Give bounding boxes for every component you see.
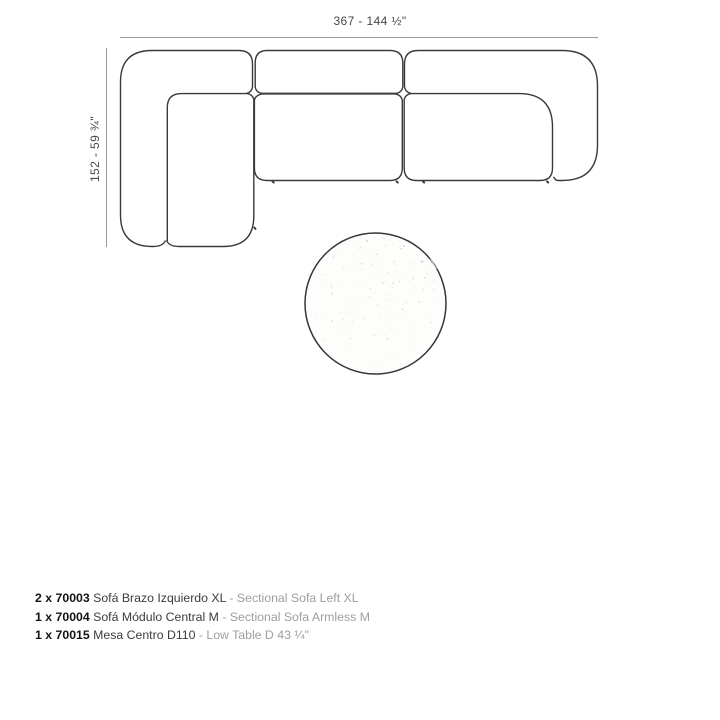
speckle-dot [402,308,404,310]
speckle-dot [362,263,364,265]
speckle-dot [399,303,400,304]
leg-mark [254,228,255,229]
speckle-dot [433,289,435,291]
sofa-right-module-seat [404,94,552,181]
speckle-dot [385,245,386,246]
speckle-dot [433,280,435,282]
speckle-dot [421,261,423,263]
speckle-dot [340,312,341,313]
speckle-dot [376,253,378,255]
speckle-dot [352,321,353,322]
speckle-dot [352,302,353,303]
speckle-dot [390,299,391,300]
width-dimension-label: 367 - 144 ½" [333,14,407,28]
speckle-dot [375,292,376,293]
speckle-dot [413,323,414,324]
speckle-dot [412,343,414,345]
part-quantity-code: 1 x 70015 [35,628,90,643]
speckle-dot [341,282,342,283]
speckle-dot [358,314,359,315]
speckle-dot [400,248,402,250]
speckle-dot [353,244,354,245]
speckle-dot [398,241,399,242]
speckle-dot [383,334,385,336]
speckle-dot [388,308,389,309]
speckle-dot [430,322,432,324]
part-quantity-code: 1 x 70004 [35,609,90,624]
sofa-center-module-back [255,51,403,94]
sectional-sofa-outline [121,51,598,247]
leg-mark [397,181,398,182]
part-name-es: Mesa Centro D110 [93,628,196,643]
height-dimension-label: 152 - 59 ¾" [88,115,102,183]
speckle-dot [424,277,426,279]
leg-mark [273,181,274,182]
speckle-dot [394,314,395,315]
part-name-es: Sofá Módulo Central M [93,609,219,624]
speckle-dot [406,275,407,276]
dimension-lines [107,38,599,248]
speckle-dot [331,293,333,295]
speckle-dot [413,263,414,264]
leg-mark [547,181,548,182]
part-name-en: - Low Table D 43 ¼" [198,628,309,643]
speckle-dot [394,263,396,265]
speckle-dot [360,283,361,284]
speckle-dot [378,268,379,269]
speckle-dot [428,275,429,276]
parts-list-row [35,589,370,608]
speckle-dot [352,304,353,305]
speckle-dot [363,318,364,319]
speckle-dot [384,319,385,320]
speckle-dot [384,292,386,294]
speckle-dot [358,248,359,249]
speckle-dot [422,289,423,290]
speckle-dot [379,260,380,261]
speckle-dot [439,303,440,304]
speckle-dot [392,243,393,244]
speckle-dot [405,301,407,303]
sofa-right-arm-module-outline [405,51,598,181]
speckle-dot [388,294,389,295]
speckle-dot [369,297,371,299]
sofa-center-module-seat [254,94,402,181]
speckle-dot [331,287,333,289]
part-name-en: - Sectional Sofa Left XL [229,591,359,605]
speckle-dot [365,240,366,241]
speckle-dot [393,261,395,263]
speckle-dot [375,334,377,336]
speckle-dot [399,332,400,333]
speckle-dot [424,267,425,268]
speckle-dot [399,281,400,282]
leg-mark [423,181,424,182]
speckle-dot [321,274,323,276]
speckle-dot [351,345,353,347]
speckle-dot [359,263,361,265]
round-table [305,233,446,374]
speckle-dot [414,287,416,289]
speckle-dot [322,339,324,341]
speckle-dot [372,256,374,258]
speckle-dot [343,267,344,268]
speckle-dot [429,269,430,270]
speckle-dot [412,277,414,279]
speckle-dot [370,288,372,290]
speckle-dot [369,254,370,255]
speckle-dot [325,317,326,318]
speckle-dot [343,323,344,324]
speckle-dot [375,279,376,280]
speckle-dot [362,269,364,271]
speckle-dot [345,323,346,324]
speckle-dot [392,357,393,358]
speckle-dot [391,287,392,288]
speckle-dot [324,263,325,264]
parts-list-row [35,626,370,645]
speckle-dot [386,314,387,315]
speckle-dot [418,301,420,303]
speckle-dot [400,364,401,365]
speckle-dot [316,315,318,317]
speckle-dot [350,338,351,339]
speckle-dot [331,320,333,322]
speckle-dot [428,285,429,286]
parts-list [35,589,370,645]
sofa-left-module-seat [167,94,254,247]
speckle-dot [342,248,343,249]
speckle-dot [382,282,384,284]
speckle-dot [385,300,387,302]
speckle-dot [399,278,401,280]
parts-list-row [35,608,370,627]
speckle-dot [377,304,379,306]
speckle-dot [406,312,407,313]
speckle-dot [410,335,411,336]
speckle-dot [426,272,428,274]
part-name-es: Sofá Brazo Izquierdo XL [93,591,226,605]
speckle-dot [342,318,344,320]
speckle-dot [332,256,334,258]
sofa-left-arm-module-outline [121,51,253,247]
speckle-dot [323,279,325,281]
speckle-dot [383,237,385,239]
part-name-en: - Sectional Sofa Armless M [222,609,370,624]
speckle-dot [403,245,405,247]
speckle-dot [386,338,388,340]
speckle-dot [391,356,392,357]
speckle-dot [365,239,367,241]
speckle-dot [360,247,362,249]
part-quantity-code: 2 x 70003 [35,591,90,605]
speckle-dot [395,270,396,271]
speckle-dot [413,270,414,271]
speckle-dot [349,312,351,314]
speckle-dot [330,285,332,287]
speckle-dot [352,266,353,267]
speckle-dot [425,318,426,319]
speckle-dot [363,303,364,304]
speckle-dot [392,282,394,284]
speckle-dot [375,365,377,367]
speckle-dot [348,268,349,269]
sofa-leg-marks [254,181,548,228]
speckle-dot [370,277,371,278]
speckle-dot [341,329,342,330]
speckle-dot [384,277,385,278]
speckle-dot [333,254,334,255]
speckle-dot [351,334,352,335]
speckle-dot [379,314,380,315]
speckle-dot [372,335,373,336]
speckle-dot [371,264,373,266]
speckle-dot [387,272,389,274]
